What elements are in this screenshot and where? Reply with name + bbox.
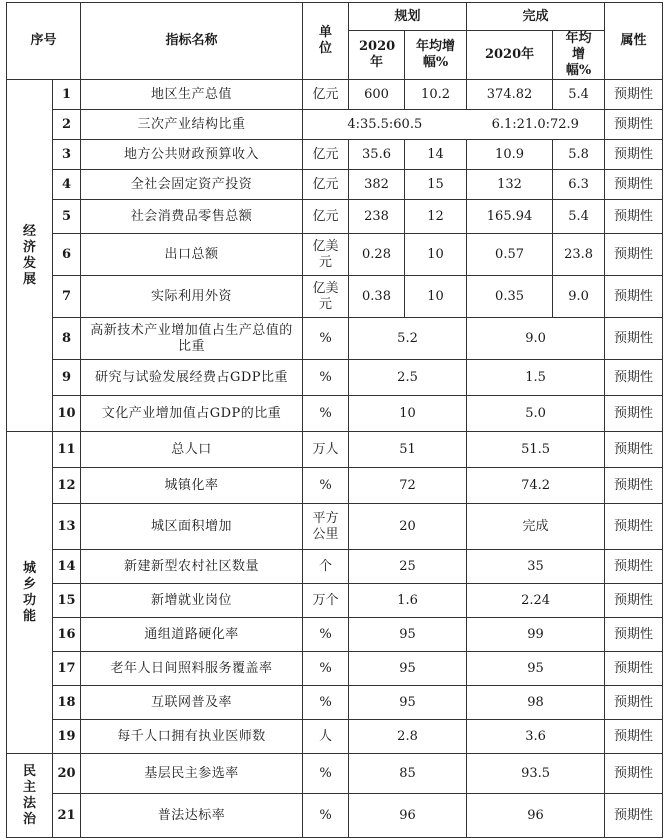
row-done-2020: 165.94 [467, 200, 553, 234]
row-name: 研究与试验发展经费占GDP比重 [81, 360, 303, 396]
row-name: 高新技术产业增加值占生产总值的比重 [81, 318, 303, 360]
row-no: 20 [53, 754, 81, 794]
row-name: 实际利用外资 [81, 276, 303, 318]
row-done-merged: 完成 [467, 504, 605, 550]
row-name: 通组道路硬化率 [81, 618, 303, 652]
row-no: 19 [53, 720, 81, 754]
header-done-group: 完成 [467, 3, 605, 31]
row-plan-rate: 10 [405, 234, 467, 276]
row-unit: 万个 [303, 584, 349, 618]
row-attr: 预期性 [605, 110, 663, 140]
row-done-merged: 99 [467, 618, 605, 652]
row-unit: 亿美元 [303, 276, 349, 318]
row-name: 出口总额 [81, 234, 303, 276]
row-done-2020: 0.57 [467, 234, 553, 276]
row-plan-merged: 20 [349, 504, 467, 550]
header-unit: 单位 [303, 3, 349, 80]
row-attr: 预期性 [605, 200, 663, 234]
row-unit: 平方公里 [303, 504, 349, 550]
row-no: 21 [53, 794, 81, 838]
row-name: 基层民主参选率 [81, 754, 303, 794]
row-attr: 预期性 [605, 140, 663, 170]
row-unit: 万人 [303, 432, 349, 468]
row-name: 地区生产总值 [81, 80, 303, 110]
row-done-rate: 6.3 [553, 170, 605, 200]
header-done-rate: 年均增幅% [553, 31, 605, 80]
row-plan-merged: 95 [349, 686, 467, 720]
indicator-table [6, 2, 663, 838]
row-attr: 预期性 [605, 584, 663, 618]
row-attr: 预期性 [605, 468, 663, 504]
row-plan-merged: 96 [349, 794, 467, 838]
row-unit: % [303, 468, 349, 504]
category-urban-rural: 城乡功能 [7, 432, 53, 754]
row-plan-merged: 1.6 [349, 584, 467, 618]
row-attr: 预期性 [605, 432, 663, 468]
row-unit: 亿美元 [303, 234, 349, 276]
row-name: 新建新型农村社区数量 [81, 550, 303, 584]
row-no: 12 [53, 468, 81, 504]
row-name: 文化产业增加值占GDP的比重 [81, 396, 303, 432]
row-no: 9 [53, 360, 81, 396]
row-unit: 亿元 [303, 80, 349, 110]
row-name: 每千人口拥有执业医师数 [81, 720, 303, 754]
row-no: 15 [53, 584, 81, 618]
row-plan-rate: 10.2 [405, 80, 467, 110]
row-done-rate: 5.4 [553, 200, 605, 234]
row-plan-2020: 0.28 [349, 234, 405, 276]
row-no: 13 [53, 504, 81, 550]
row-done-merged: 1.5 [467, 360, 605, 396]
row-plan-merged: 95 [349, 652, 467, 686]
row-plan-rate: 15 [405, 170, 467, 200]
row-plan-2020: 382 [349, 170, 405, 200]
row-unit: 亿元 [303, 170, 349, 200]
header-done-2020: 2020年 [467, 31, 553, 80]
row-name: 城区面积增加 [81, 504, 303, 550]
row-no: 1 [53, 80, 81, 110]
header-plan-rate: 年均增幅% [405, 31, 467, 80]
row-no: 2 [53, 110, 81, 140]
row-done-merged: 5.0 [467, 396, 605, 432]
row-done-merged: 6.1:21.0:72.9 [467, 110, 605, 140]
row-no: 5 [53, 200, 81, 234]
row-done-merged: 96 [467, 794, 605, 838]
row-unit: 亿元 [303, 200, 349, 234]
row-plan-rate: 12 [405, 200, 467, 234]
row-no: 7 [53, 276, 81, 318]
row-done-merged: 98 [467, 686, 605, 720]
row-done-2020: 132 [467, 170, 553, 200]
row-plan-merged: 51 [349, 432, 467, 468]
row-no: 18 [53, 686, 81, 720]
row-unit: % [303, 396, 349, 432]
row-no: 8 [53, 318, 81, 360]
row-unit: % [303, 686, 349, 720]
row-unit: % [303, 794, 349, 838]
row-plan-merged: 25 [349, 550, 467, 584]
row-plan-merged: 95 [349, 618, 467, 652]
row-no: 17 [53, 652, 81, 686]
row-plan-rate: 14 [405, 140, 467, 170]
header-seq: 序号 [7, 3, 81, 80]
row-plan-merged: 85 [349, 754, 467, 794]
row-done-merged: 93.5 [467, 754, 605, 794]
row-name: 新增就业岗位 [81, 584, 303, 618]
row-attr: 预期性 [605, 550, 663, 584]
row-plan-merged: 2.8 [349, 720, 467, 754]
row-no: 3 [53, 140, 81, 170]
row-plan-merged: 10 [349, 396, 467, 432]
category-democracy: 民主法治 [7, 754, 53, 838]
row-plan-2020: 238 [349, 200, 405, 234]
row-name: 互联网普及率 [81, 686, 303, 720]
header-plan-group: 规划 [349, 3, 467, 31]
row-name: 普法达标率 [81, 794, 303, 838]
row-attr: 预期性 [605, 396, 663, 432]
row-no: 10 [53, 396, 81, 432]
row-unit: % [303, 618, 349, 652]
row-done-2020: 10.9 [467, 140, 553, 170]
header-name: 指标名称 [81, 3, 303, 80]
category-economy: 经济发展 [7, 80, 53, 432]
row-done-merged: 74.2 [467, 468, 605, 504]
row-attr: 预期性 [605, 170, 663, 200]
row-attr: 预期性 [605, 360, 663, 396]
row-unit: 人 [303, 720, 349, 754]
row-unit: % [303, 652, 349, 686]
row-no: 14 [53, 550, 81, 584]
row-done-2020: 374.82 [467, 80, 553, 110]
row-attr: 预期性 [605, 504, 663, 550]
row-no: 16 [53, 618, 81, 652]
row-no: 11 [53, 432, 81, 468]
row-attr: 预期性 [605, 686, 663, 720]
row-attr: 预期性 [605, 652, 663, 686]
row-no: 4 [53, 170, 81, 200]
row-unit: % [303, 360, 349, 396]
row-attr: 预期性 [605, 276, 663, 318]
row-attr: 预期性 [605, 318, 663, 360]
row-name: 地方公共财政预算收入 [81, 140, 303, 170]
row-unit: 亿元 [303, 140, 349, 170]
header-attr: 属性 [605, 3, 663, 80]
row-no: 6 [53, 234, 81, 276]
row-name: 全社会固定资产投资 [81, 170, 303, 200]
row-attr: 预期性 [605, 80, 663, 110]
row-attr: 预期性 [605, 794, 663, 838]
header-plan-2020: 2020年 [349, 31, 405, 80]
row-attr: 预期性 [605, 754, 663, 794]
row-plan-merged: 5.2 [349, 318, 467, 360]
row-done-rate: 5.8 [553, 140, 605, 170]
row-attr: 预期性 [605, 618, 663, 652]
row-done-merged: 35 [467, 550, 605, 584]
row-done-merged: 51.5 [467, 432, 605, 468]
row-unit: % [303, 318, 349, 360]
row-name: 城镇化率 [81, 468, 303, 504]
row-attr: 预期性 [605, 720, 663, 754]
row-attr: 预期性 [605, 234, 663, 276]
row-done-rate: 5.4 [553, 80, 605, 110]
row-plan-2020: 0.38 [349, 276, 405, 318]
row-done-rate: 23.8 [553, 234, 605, 276]
row-plan-merged: 72 [349, 468, 467, 504]
row-plan-merged: 4:35.5:60.5 [303, 110, 467, 140]
row-done-rate: 9.0 [553, 276, 605, 318]
row-done-merged: 95 [467, 652, 605, 686]
row-plan-2020: 600 [349, 80, 405, 110]
row-done-merged: 9.0 [467, 318, 605, 360]
row-unit: % [303, 754, 349, 794]
row-done-2020: 0.35 [467, 276, 553, 318]
row-name: 老年人日间照料服务覆盖率 [81, 652, 303, 686]
row-name: 社会消费品零售总额 [81, 200, 303, 234]
row-done-merged: 2.24 [467, 584, 605, 618]
row-plan-merged: 2.5 [349, 360, 467, 396]
row-plan-2020: 35.6 [349, 140, 405, 170]
row-unit: 个 [303, 550, 349, 584]
row-name: 总人口 [81, 432, 303, 468]
row-done-merged: 3.6 [467, 720, 605, 754]
row-name: 三次产业结构比重 [81, 110, 303, 140]
row-plan-rate: 10 [405, 276, 467, 318]
